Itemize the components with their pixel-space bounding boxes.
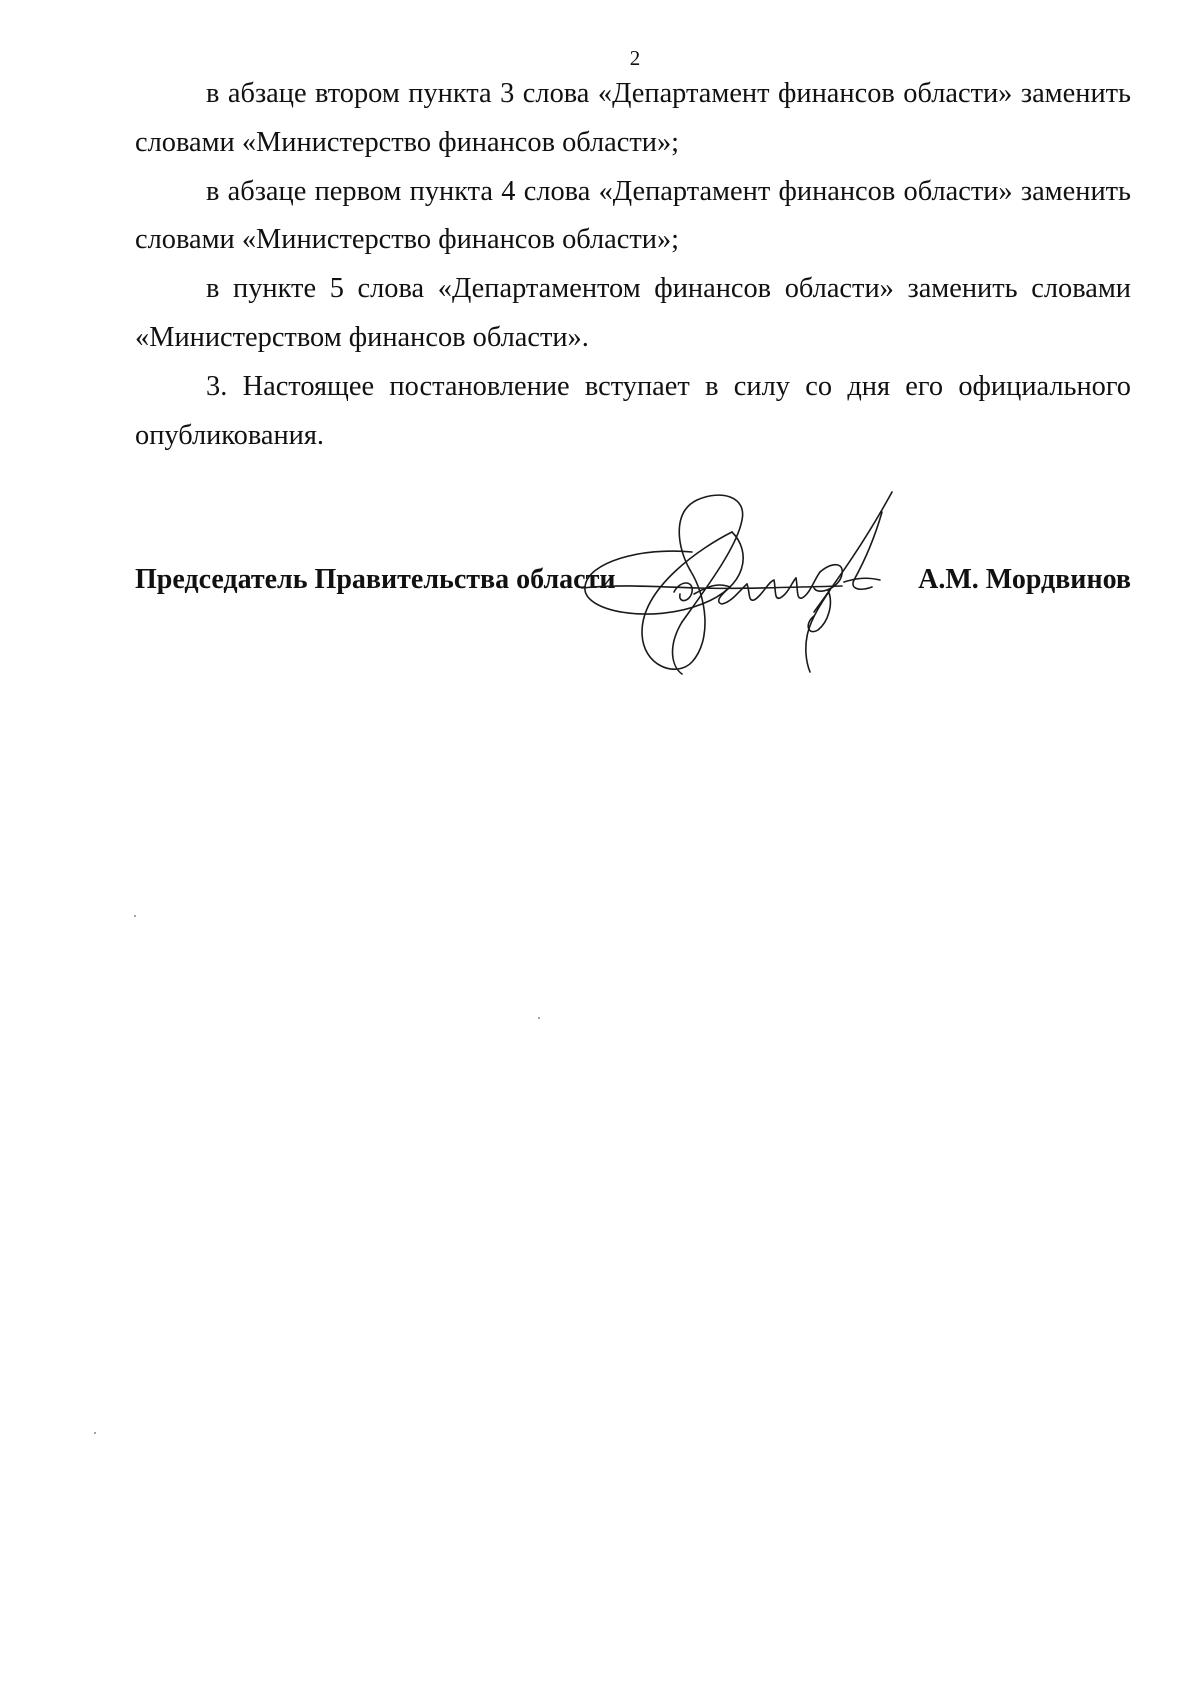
handwritten-signature-icon: [582, 492, 932, 692]
scan-speck: [538, 1017, 540, 1019]
paragraph-entry-into-force: 3. Настоящее постановление вступает в силу со дня его официального опубликования.: [135, 370, 1131, 451]
paragraph-amendment-1: в абзаце втором пункта 3 слова «Департамент финансов области» заменить словами «Министерство финансов области»;: [135, 78, 1131, 158]
signer-position: Председатель Правительства области: [135, 564, 616, 595]
document-body: [135, 70, 1131, 460]
paragraph-amendment-3: в пункте 5 слова «Департаментом финансов области» заменить словами «Министерством финансов области».: [135, 273, 1131, 353]
scan-speck: [134, 915, 136, 917]
scan-speck: [94, 1432, 96, 1434]
signer-name: А.М. Мордвинов: [918, 564, 1131, 595]
paragraph-amendment-2: в абзаце первом пункта 4 слова «Департамент финансов области» заменить словами «Министерство финансов области»;: [135, 175, 1131, 256]
page-number: 2: [629, 46, 641, 70]
